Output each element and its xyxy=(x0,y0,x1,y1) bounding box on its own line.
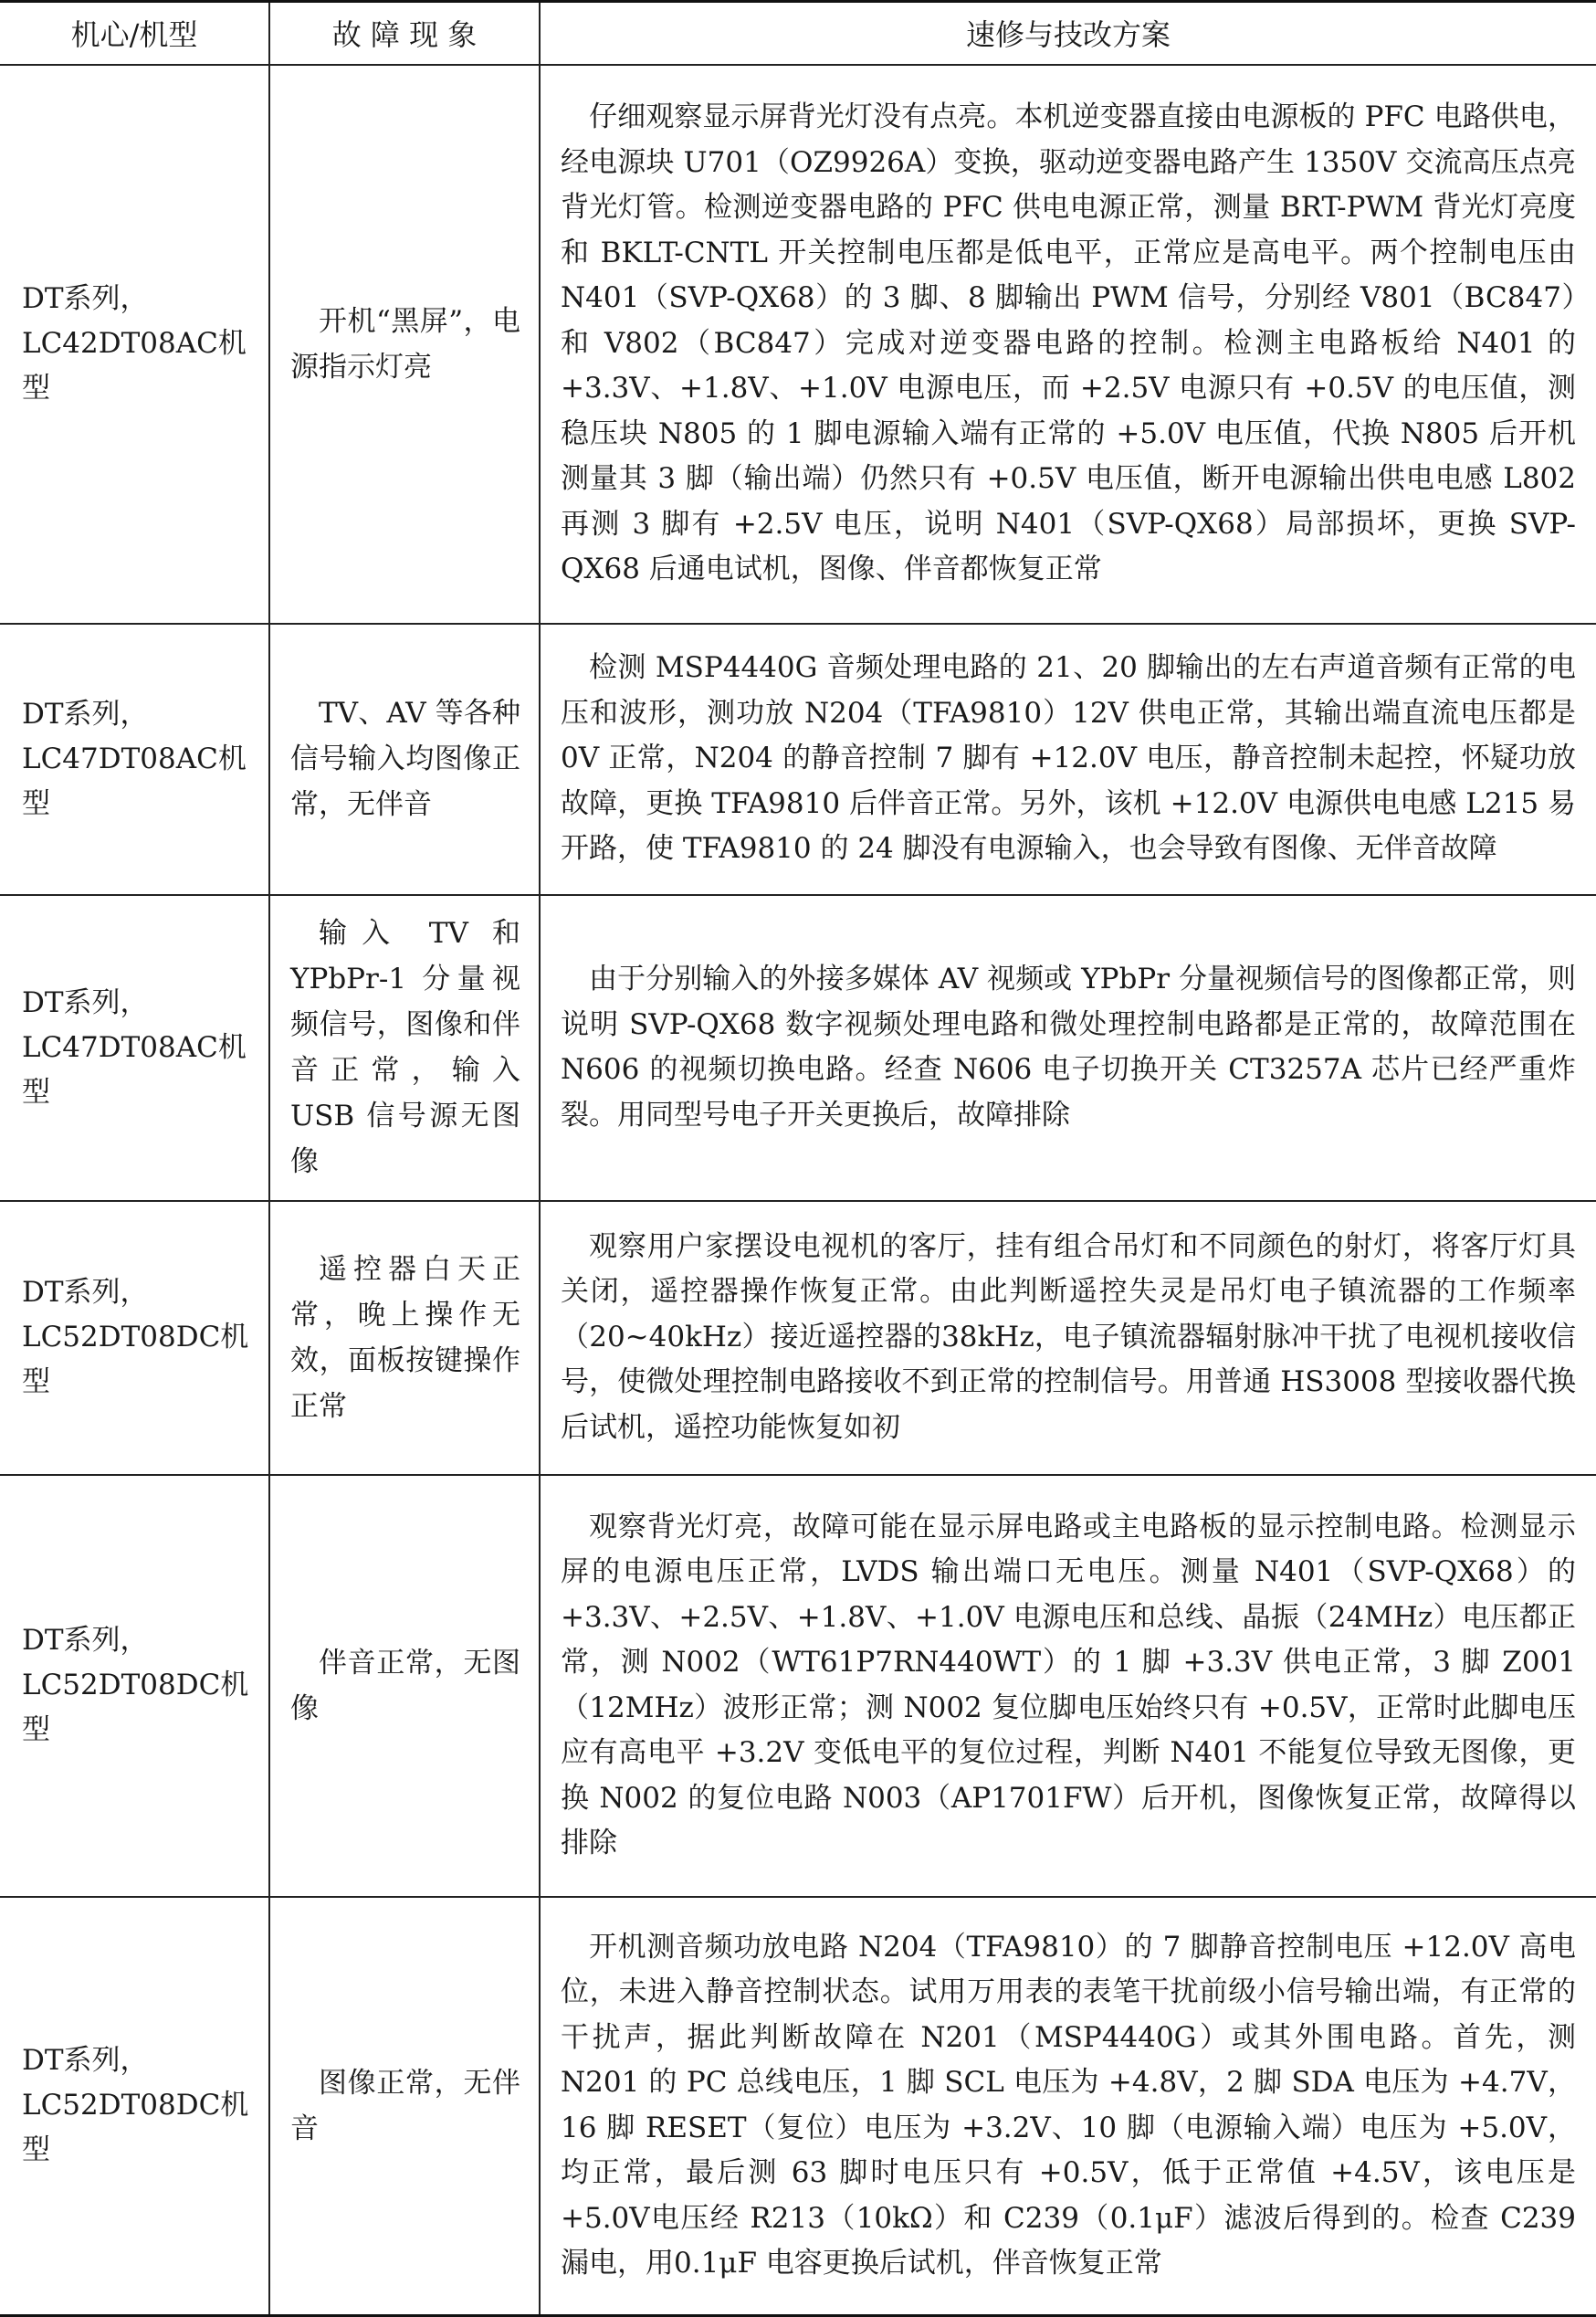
table-header-row xyxy=(0,2,1596,65)
cell-fault: 图像正常，无伴音 xyxy=(269,1897,540,2316)
cell-model: DT系列，LC52DT08DC机型 xyxy=(0,1201,269,1475)
table-row xyxy=(0,895,1596,1201)
cell-fault: 输入 TV 和 YPbPr-1 分量视频信号，图像和伴音正常，输入 USB 信号源无图像 xyxy=(269,895,540,1201)
cell-model: DT系列，LC47DT08AC机型 xyxy=(0,624,269,895)
table-row xyxy=(0,1475,1596,1897)
cell-fix: 检测 MSP4440G 音频处理电路的 21、20 脚输出的左右声道音频有正常的电压和波形，测功放 N204（TFA9810）12V 供电正常，其输出端直流电压都是 0V 正常，N204 的静音控制 7 脚有 +12.0V 电压，静音控制未起控，怀疑功放故障，更换 TFA9810 后伴音正常。另外，该机 +12.0V 电源供电电感 L215 易开路，使 TFA9810 的 24 脚没有电源输入，也会导致有图像、无伴音故障 xyxy=(540,624,1596,895)
cell-fix: 仔细观察显示屏背光灯没有点亮。本机逆变器直接由电源板的 PFC 电路供电，经电源块 U701（OZ9926A）变换，驱动逆变器电路产生 1350V 交流高压点亮背光灯管。检测逆变器电路的 PFC 供电电源正常，测量 BRT-PWM 背光灯亮度和 BKLT-CNTL 开关控制电压都是低电平，正常应是高电平。两个控制电压由 N401（SVP-QX68）的 3 脚、8 脚输出 PWM 信号，分别经 V801（BC847）和 V802（BC847）完成对逆变器电路的控制。检测主电路板给 N401 的 +3.3V、+1.8V、+1.0V 电源电压，而 +2.5V 电源只有 +0.5V 的电压值，测稳压块 N805 的 1 脚电源输入端有正常的 +5.0V 电压值，代换 N805 后开机测量其 3 脚（输出端）仍然只有 +0.5V 电压值，断开电源输出供电电感 L802 再测 3 脚有 +2.5V 电压，说明 N401（SVP-QX68）局部损坏，更换 SVP-QX68 后通电试机，图像、伴音都恢复正常 xyxy=(540,65,1596,624)
cell-fix: 由于分别输入的外接多媒体 AV 视频或 YPbPr 分量视频信号的图像都正常，则说明 SVP-QX68 数字视频处理电路和微处理控制电路都是正常的，故障范围在 N606 的视频切换电路。经查 N606 电子切换开关 CT3257A 芯片已经严重炸裂。用同型号电子开关更换后，故障排除 xyxy=(540,895,1596,1201)
cell-fix: 观察用户家摆设电视机的客厅，挂有组合吊灯和不同颜色的射灯，将客厅灯具关闭，遥控器操作恢复正常。由此判断遥控失灵是吊灯电子镇流器的工作频率（20~40kHz）接近遥控器的38kHz，电子镇流器辐射脉冲干扰了电视机接收信号，使微处理控制电路接收不到正常的控制信号。用普通 HS3008 型接收器代换后试机，遥控功能恢复如初 xyxy=(540,1201,1596,1475)
table-row xyxy=(0,65,1596,624)
cell-model: DT系列，LC52DT08DC机型 xyxy=(0,1897,269,2316)
cell-fix: 开机测音频功放电路 N204（TFA9810）的 7 脚静音控制电压 +12.0V 高电位，未进入静音控制状态。试用万用表的表笔干扰前级小信号输出端，有正常的干扰声，据此判断故障在 N201（MSP4440G）或其外围电路。首先，测 N201 的 PC 总线电压，1 脚 SCL 电压为 +4.8V，2 脚 SDA 电压为 +4.7V，16 脚 RESET（复位）电压为 +3.2V、10 脚（电源输入端）电压为 +5.0V，均正常，最后测 63 脚时电压只有 +0.5V，低于正常值 +4.5V，该电压是 +5.0V电压经 R213（10kΩ）和 C239（0.1μF）滤波后得到的。检查 C239 漏电，用0.1μF 电容更换后试机，伴音恢复正常 xyxy=(540,1897,1596,2316)
cell-fault: 开机“黑屏”，电源指示灯亮 xyxy=(269,65,540,624)
cell-model: DT系列，LC52DT08DC机型 xyxy=(0,1475,269,1897)
table-row xyxy=(0,1201,1596,1475)
cell-fault: TV、AV 等各种信号输入均图像正常，无伴音 xyxy=(269,624,540,895)
table-row xyxy=(0,1897,1596,2316)
cell-model: DT系列，LC47DT08AC机型 xyxy=(0,895,269,1201)
header-fault: 故 障 现 象 xyxy=(269,2,540,65)
table-row xyxy=(0,624,1596,895)
header-fix: 速修与技改方案 xyxy=(540,2,1596,65)
cell-fault: 遥控器白天正常，晚上操作无效，面板按键操作正常 xyxy=(269,1201,540,1475)
cell-fix: 观察背光灯亮，故障可能在显示屏电路或主电路板的显示控制电路。检测显示屏的电源电压正常，LVDS 输出端口无电压。测量 N401（SVP-QX68）的 +3.3V、+2.5V、+1.8V、+1.0V 电源电压和总线、晶振（24MHz）电压都正常，测 N002（WT61P7RN440WT）的 1 脚 +3.3V 供电正常，3 脚 Z001（12MHz）波形正常；测 N002 复位脚电压始终只有 +0.5V，正常时此脚电压应有高电平 +3.2V 变低电平的复位过程，判断 N401 不能复位导致无图像，更换 N002 的复位电路 N003（AP1701FW）后开机，图像恢复正常，故障得以排除 xyxy=(540,1475,1596,1897)
cell-model: DT系列，LC42DT08AC机型 xyxy=(0,65,269,624)
header-model: 机心/机型 xyxy=(0,2,269,65)
cell-fault: 伴音正常，无图像 xyxy=(269,1475,540,1897)
